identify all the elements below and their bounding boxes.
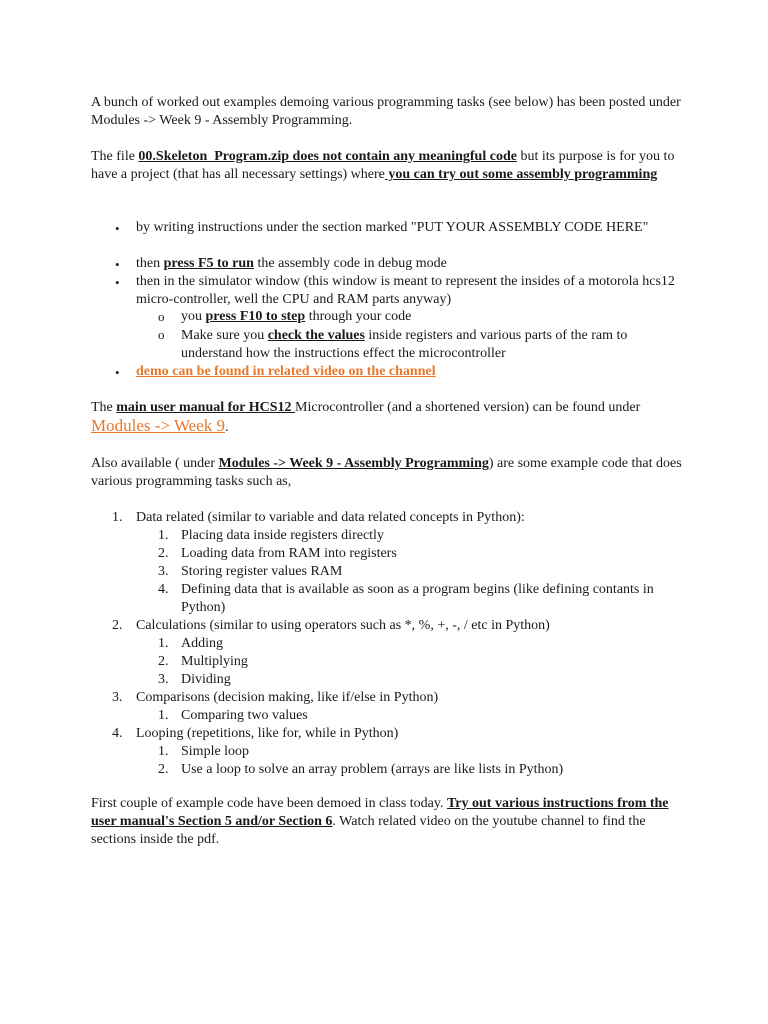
list-item: Looping (repetitions, like for, while in Python) (136, 726, 399, 741)
list-item: Comparisons (decision making, like if/else in Python) (136, 690, 439, 705)
sub-step-post: through your code (305, 309, 412, 324)
sub-list-number: 3. (158, 672, 169, 687)
available-paragraph (91, 455, 691, 491)
try-instructions-note: Try out various instructions from the user manual's Section 5 and/or Section 6 (91, 796, 669, 829)
bullet-item-write: by writing instructions under the section marked "PUT YOUR ASSEMBLY CODE HERE" (136, 220, 649, 235)
sub-list-number: 2. (158, 762, 169, 777)
list-number: 2. (112, 618, 123, 633)
sub-list-number: 1. (158, 708, 169, 723)
sub-bullet-mark: o (158, 309, 165, 324)
sub-list-item: Adding (181, 636, 223, 651)
bullet-mark: • (115, 275, 120, 290)
sub-bullet-mark: o (158, 327, 165, 342)
sub-list-item: Simple loop (181, 744, 250, 759)
skeleton-file-note: 00.Skeleton_Program.zip does not contain any meaningful code (138, 149, 517, 164)
skeleton-purpose: you can try out some assembly programming (384, 167, 658, 182)
press-f10-note: press F10 to step (205, 309, 306, 324)
sub-list-item: Placing data inside registers directly (181, 528, 384, 543)
sub-check-pre: Make sure you (181, 328, 268, 343)
bullet-run-post: the assembly code in debug mode (253, 256, 447, 271)
modules-path: Modules -> Week 9 - Assembly Programming (218, 456, 489, 471)
sub-list-number: 3. (158, 564, 169, 579)
closing-paragraph (91, 795, 691, 849)
sub-list-number: 4. (158, 582, 169, 597)
list-item: Calculations (similar to using operators such as *, %, +, -, / etc in Python) (136, 618, 550, 633)
skeleton-pre: The file (91, 149, 139, 164)
manual-pre: The (91, 400, 117, 415)
list-number: 3. (112, 690, 123, 705)
sub-list-number: 1. (158, 636, 169, 651)
sub-bullet-step (181, 308, 676, 326)
check-values-note: check the values (267, 328, 365, 343)
bullet-item-run (136, 255, 676, 273)
bullet-item-demo (136, 363, 676, 381)
modules-week9-link[interactable]: Modules -> Week 9 (91, 416, 225, 435)
sub-list-item: Loading data from RAM into registers (181, 546, 397, 561)
sub-list-item: Comparing two values (181, 708, 308, 723)
sub-step-pre: you (181, 309, 206, 324)
skeleton-paragraph (91, 148, 691, 184)
sub-list-number: 1. (158, 744, 169, 759)
manual-end: . (224, 420, 229, 435)
available-pre: Also available ( under (91, 456, 219, 471)
press-f5-note: press F5 to run (163, 256, 254, 271)
intro-paragraph: A bunch of worked out examples demoing various programming tasks (see below) has been posted under Modules -> Week 9 - Assembly Programming. (91, 95, 681, 128)
closing-pre: First couple of example code have been demoed in class today. (91, 796, 447, 811)
sub-check-post: inside registers and various parts of the ram to understand how the instructions effect the microcontroller (181, 328, 628, 361)
sub-list-number: 2. (158, 654, 169, 669)
sub-list-item: Storing register values RAM (181, 564, 343, 579)
sub-list-item: Use a loop to solve an array problem (arrays are like lists in Python) (181, 762, 564, 777)
bullet-mark: • (115, 257, 120, 272)
sub-list-number: 1. (158, 528, 169, 543)
available-post: ) are some example code that does various programming tasks such as, (91, 456, 682, 489)
list-number: 4. (112, 726, 123, 741)
closing-post: . Watch related video on the youtube channel to find the sections inside the pdf. (91, 814, 646, 847)
bullet-run-pre: then (136, 256, 164, 271)
bullet-item-simulator: then in the simulator window (this window is meant to represent the insides of a motorola hcs12 micro-controller, well the CPU and RAM parts anyway) (136, 274, 675, 307)
skeleton-mid: but its purpose is for you to have a project (that has all necessary settings) where (91, 149, 675, 182)
manual-title: main user manual for HCS12 (116, 400, 296, 415)
list-item: Data related (similar to variable and data related concepts in Python): (136, 510, 525, 525)
bullet-mark: • (115, 365, 120, 380)
list-number: 1. (112, 510, 123, 525)
bullet-mark: • (115, 221, 120, 236)
sub-list-item: Multiplying (181, 654, 248, 669)
sub-bullet-check (181, 327, 676, 363)
demo-video-link[interactable]: demo can be found in related video on the channel (136, 364, 436, 379)
sub-list-item: Defining data that is available as soon as a program begins (like defining contants in Python) (181, 582, 654, 615)
manual-mid: Microcontroller (and a shortened version) can be found under (295, 400, 641, 415)
sub-list-item: Dividing (181, 672, 231, 687)
sub-list-number: 2. (158, 546, 169, 561)
manual-paragraph (91, 399, 691, 437)
